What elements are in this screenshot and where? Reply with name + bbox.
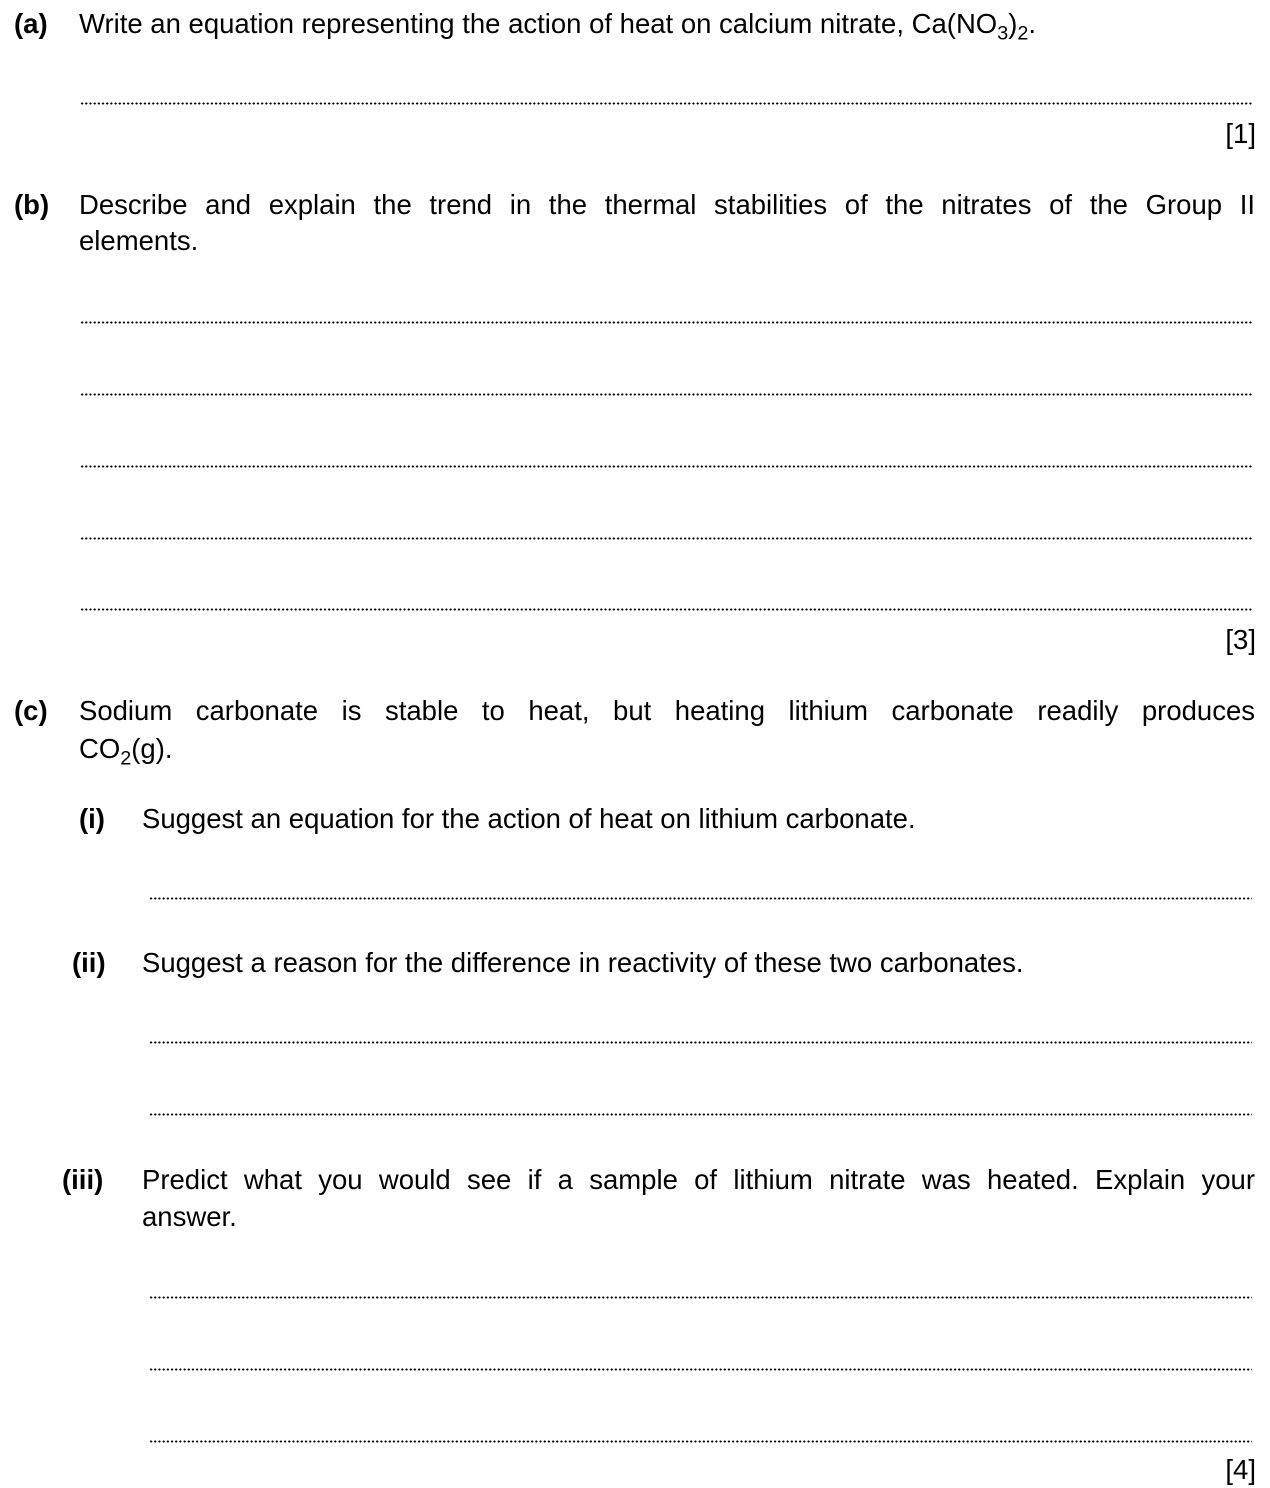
part-c-label: (c) [14,695,48,726]
part-a-close-paren: ) [1008,8,1018,39]
part-c-iii-answer-line-2[interactable] [149,1368,1252,1371]
part-b-mark: [3] [1225,624,1256,655]
part-b-question-line-2: elements. [79,225,199,256]
part-c-ii-answer-line-2[interactable] [149,1113,1252,1116]
part-b-answer-line-1[interactable] [80,321,1252,324]
part-c-i-answer-line[interactable] [149,897,1252,900]
part-a-mark: [1] [1225,118,1256,149]
part-b-answer-line-4[interactable] [80,537,1252,540]
part-c-gas-state: (g). [131,733,173,764]
part-a-label: (a) [14,8,48,39]
part-c-ii-label: (ii) [72,947,106,978]
part-b-question-line-1: Describe and explain the trend in the thermal stabilities of the nitrates of the Group II [79,189,1255,220]
part-a-period: . [1028,8,1037,39]
part-c-iii-answer-line-1[interactable] [149,1296,1252,1299]
part-b-answer-line-5[interactable] [80,608,1252,611]
part-c-i-label: (i) [79,803,105,834]
part-c-iii-label: (iii) [62,1164,104,1195]
part-b-label: (b) [14,189,50,220]
part-c-co-text: CO [79,733,121,764]
part-c-iii-question-line-1: Predict what you would see if a sample of lithium nitrate was heated. Explain your [142,1164,1255,1195]
part-b-answer-line-3[interactable] [80,465,1252,468]
part-c-iii-answer-line-3[interactable] [149,1440,1252,1443]
part-c-iii-question-line-2: answer. [142,1201,237,1232]
part-c-ii-question: Suggest a reason for the difference in reactivity of these two carbonates. [142,947,1024,978]
part-a-answer-line[interactable] [80,102,1252,105]
part-c-question-line-1: Sodium carbonate is stable to heat, but heating lithium carbonate readily produces [79,695,1255,726]
part-a-question [79,6,1037,45]
part-c-mark: [4] [1225,1454,1256,1485]
part-c-subscript-2: 2 [120,747,132,770]
part-a-question-text: Write an equation representing the action of heat on calcium nitrate, Ca(NO [79,8,998,39]
part-c-ii-answer-line-1[interactable] [149,1041,1252,1044]
part-a-subscript-2: 2 [1017,22,1029,45]
part-c-question-line-2 [79,731,173,770]
part-c-i-question: Suggest an equation for the action of heat on lithium carbonate. [142,803,916,834]
part-a-subscript-3: 3 [997,22,1009,45]
part-b-answer-line-2[interactable] [80,393,1252,396]
